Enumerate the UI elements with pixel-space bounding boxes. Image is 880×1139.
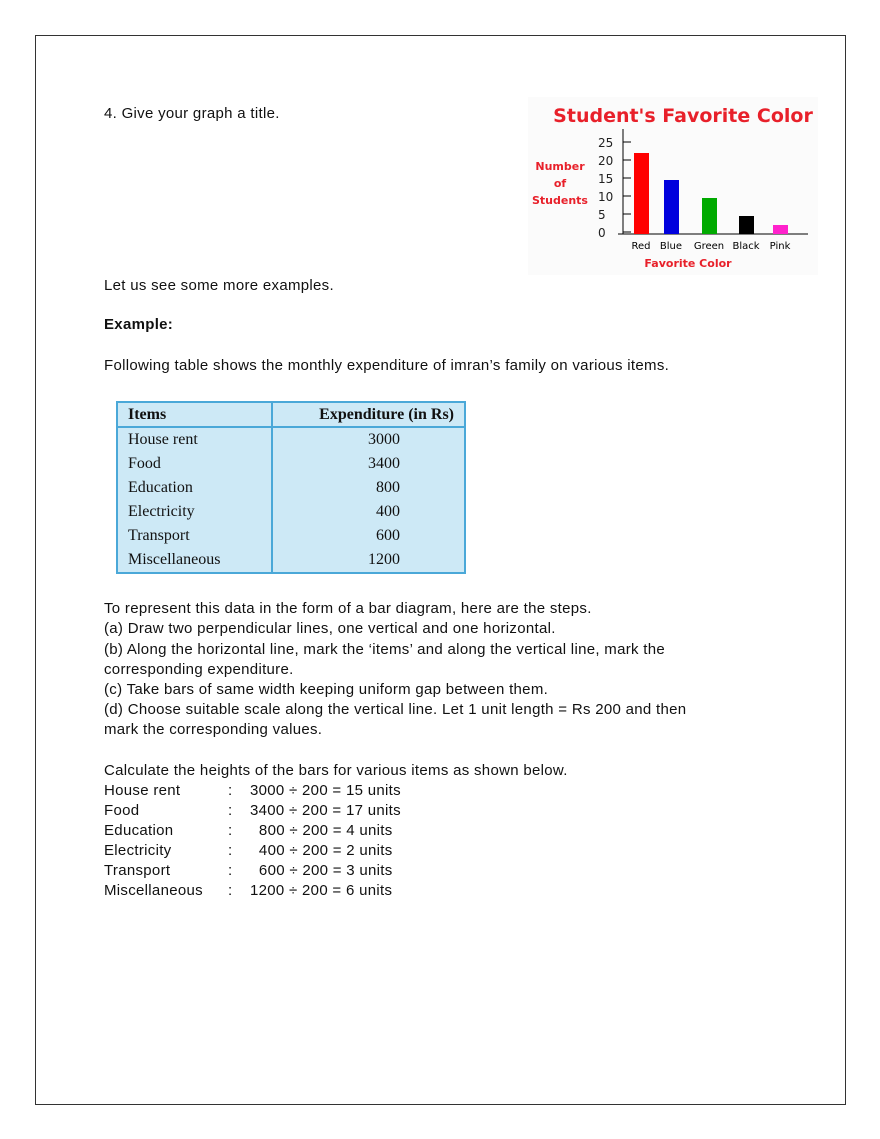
y-axis-label: of <box>553 177 567 190</box>
y-tick-label: 25 <box>598 136 614 150</box>
bar-pink <box>773 225 788 234</box>
item-cell: Electricity <box>117 500 272 524</box>
calc-table <box>104 781 401 901</box>
calc-colon: : <box>228 882 233 899</box>
calc-colon: : <box>228 822 233 839</box>
table-row <box>117 452 465 476</box>
bar-black <box>739 216 754 234</box>
expenditure-cell: 800 <box>376 479 400 496</box>
table-header-row <box>117 402 465 427</box>
x-tick-label: Red <box>631 241 651 252</box>
table-row <box>117 500 465 524</box>
chart-title: Student's Favorite Color <box>553 105 813 127</box>
calc-item: House rent <box>104 782 181 799</box>
y-tick-label: 0 <box>598 226 606 240</box>
calc-colon: : <box>228 842 233 859</box>
expenditure-cell: 600 <box>376 527 400 544</box>
y-tick-label: 10 <box>598 190 614 204</box>
bar-green <box>702 198 717 234</box>
calc-row <box>104 801 401 821</box>
example-label: Example: <box>104 316 174 333</box>
item-cell: Transport <box>117 524 272 548</box>
expenditure-cell: 400 <box>376 503 400 520</box>
calc-row <box>104 841 401 861</box>
calc-formula: 3000 ÷ 200 = 15 units <box>250 782 401 799</box>
calc-row <box>104 781 401 801</box>
item-cell: Education <box>117 476 272 500</box>
calc-row <box>104 821 401 841</box>
calc-item: Transport <box>104 862 171 879</box>
y-tick-label: 20 <box>598 154 614 168</box>
calc-item: Food <box>104 802 140 819</box>
calc-intro: Calculate the heights of the bars for various items as shown below. <box>104 762 568 779</box>
step-line: (c) Take bars of same width keeping uniform gap between them. <box>104 681 549 698</box>
expenditure-table <box>116 401 466 574</box>
calc-row <box>104 861 401 881</box>
calc-colon: : <box>228 862 233 879</box>
x-tick-label: Pink <box>769 241 791 252</box>
table-row <box>117 427 465 452</box>
step-line: (b) Along the horizontal line, mark the ‘items’ and along the vertical line, mark the <box>104 641 666 658</box>
step-line: To represent this data in the form of a bar diagram, here are the steps. <box>104 600 592 617</box>
favorite-color-bar-chart <box>528 97 818 275</box>
calc-item: Electricity <box>104 842 172 859</box>
calc-formula: 3400 ÷ 200 = 17 units <box>250 802 401 819</box>
item-cell: Food <box>117 452 272 476</box>
y-axis-label: Number <box>535 160 585 173</box>
table-row <box>117 524 465 548</box>
x-tick-label: Blue <box>659 241 683 252</box>
expenditure-cell: 3000 <box>368 431 400 448</box>
calc-colon: : <box>228 782 233 799</box>
y-tick-label: 5 <box>598 208 606 222</box>
calc-item: Education <box>104 822 174 839</box>
example-text: Following table shows the monthly expenditure of imran’s family on various items. <box>104 357 670 374</box>
step-line: (d) Choose suitable scale along the vertical line. Let 1 unit length = Rs 200 and then <box>104 701 687 718</box>
header-items: Items <box>117 402 272 427</box>
intro-text: Let us see some more examples. <box>104 277 334 294</box>
expenditure-cell: 3400 <box>368 455 400 472</box>
table-row <box>117 548 465 573</box>
step-line: corresponding expenditure. <box>104 661 294 678</box>
bar-blue <box>664 180 679 234</box>
item-cell: Miscellaneous <box>117 548 272 573</box>
y-tick-label: 15 <box>598 172 614 186</box>
calc-formula: 400 ÷ 200 = 2 units <box>250 842 393 859</box>
calc-colon: : <box>228 802 233 819</box>
x-tick-label: Black <box>732 241 760 252</box>
bar-red <box>634 153 649 234</box>
item-cell: House rent <box>117 427 272 452</box>
table-row <box>117 476 465 500</box>
step-line: (a) Draw two perpendicular lines, one vertical and one horizontal. <box>104 620 556 637</box>
step-line: mark the corresponding values. <box>104 721 323 738</box>
calc-row <box>104 881 401 901</box>
calc-formula: 1200 ÷ 200 = 6 units <box>250 882 393 899</box>
calc-formula: 600 ÷ 200 = 3 units <box>250 862 393 879</box>
calc-formula: 800 ÷ 200 = 4 units <box>250 822 393 839</box>
x-axis-label: Favorite Color <box>644 257 732 270</box>
calc-item: Miscellaneous <box>104 882 203 899</box>
x-tick-label: Green <box>693 241 725 252</box>
step-4-text: 4. Give your graph a title. <box>104 105 280 122</box>
header-expenditure: Expenditure (in Rs) <box>272 402 465 427</box>
expenditure-cell: 1200 <box>368 551 400 568</box>
y-axis-label: Students <box>532 194 588 207</box>
